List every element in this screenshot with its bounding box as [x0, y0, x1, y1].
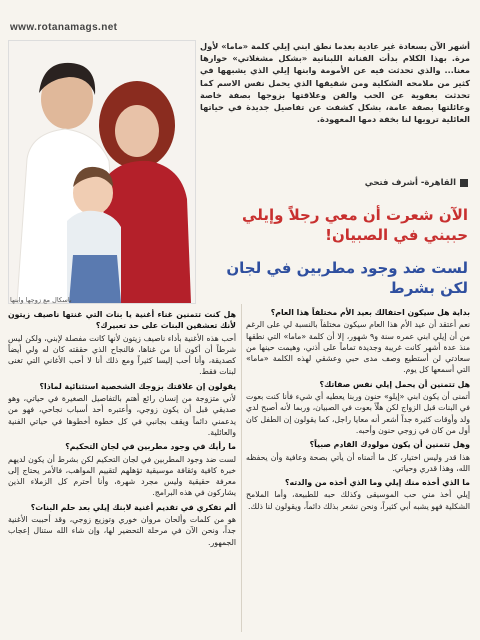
answer: أحب هذه الأغنية بأداء ناصيف زيتون لأنها كانت مفصلة لإبني، ولكن ليس شرطاً أن أكون أنا من غناها، فالنجاح الذي حققته كان له ولي أيضاً كصديقة، وأنا أحب إليسا كثيراً ومع ذلك أنا لا أحب الأغاني التي تغنى لبنات فقط. [8, 333, 236, 377]
answer: لست ضد وجود المطربين في لجان التحكيم لكن بشرط أن يكون لديهم خبرة كافية وثقافة موسيقية تؤهلهم لتقييم المواهب، فالأمر يحتاج إلى معرفة حقيقية وليس مجرد شهرة، وأنا أحترم كل الزملاء الذين يشاركون في هذه البرامج. [8, 454, 236, 498]
answer: لأني متزوجة من إنسان رائع أهتم بالتفاصيل الصغيرة في حياتي، وهو صديقي قبل أن يكون زوجي، وأعتبره أحد أسباب نجاحي، فهو من يدعمني دائماً ويقف بجانبي في كل خطوة أخطوها في حياتي الفنية والعائلية. [8, 394, 236, 437]
answer: نعم أعتقد أن عيد الأم هذا العام سيكون مختلفاً بالنسبة لي على الرغم من أن إيلي ابني عمره سنة و٩ شهور، إلا أن كلمة «ماما» التي نطقها منذ عدة أشهر كانت غريبة وجديدة تماماً على أذني، وهيمت حينها من سعادتي لن أستطيع وصف مدى حبي وعشقي لهذه الكلمة «ماما» التي أسمعها كل يوم. [246, 320, 470, 375]
answer: إيلي أخذ مني حب الموسيقى وكذلك حبه للطبيعة، وأما الملامح الشكلية فهو يشبه أبي كثيراً، ونحن نشعر بذلك دائماً، ويقولون لنا ذلك. [246, 490, 470, 511]
question: هل كنت تتمنين غناء أغنية يا بنات التي غنتها ناصيف زيتون لأنك تعشقين البنات على حد تعبيرك؟ [8, 310, 236, 331]
qa-block [8, 309, 236, 378]
answer: هذا قدر وليس اختيار، كل ما أتمناه أن يأتي بصحة وعافية وأن يحفظه الله، وهذا قدري وحياتي. [246, 452, 470, 473]
family-photo [8, 40, 196, 304]
qa-block [8, 381, 236, 438]
qa-block [246, 439, 470, 474]
photo-caption: باسكال مع زوجها وابنها [10, 296, 72, 304]
question: ما رأيك في وجود مطربين في لجان التحكيم؟ [65, 442, 236, 452]
qa-block [246, 477, 470, 512]
left-column [8, 306, 236, 634]
question: ما الذي أخذه منك إيلي وما الذي أخذه من والدته؟ [285, 478, 470, 488]
site-url: www.rotanamags.net [10, 22, 118, 33]
column-divider [241, 304, 242, 632]
headline-primary: الآن شعرت أن معي رجلاً وإيلي حببني في الصبيان! [242, 206, 468, 244]
question: بداية هل سيكون احتفالك بعيد الأم مختلفاً هذا العام؟ [270, 308, 470, 317]
right-column [246, 304, 470, 634]
byline [268, 178, 468, 188]
intro-paragraph: أشهر الآن بسعادة غير عادية بعدما نطق ابني إيلي كلمة «ماما» لأول مرة. بهذا الكلام بدأت الفنانة اللبنانية «بشكل مشغلاتي» حوارها معنا... والذي تحدثت فيه عن الأمومة وابنها إيلي الذي يشبهها في كثير من ملامحه الشكلية ومن شقيقها الذي يحمل نفس الاسم كما تحدثت بعفوية عن الحب والفن وعلاقتها بزوجها بصفة خاصة وعائلتها بصفة عامة، بشكل كشفت عن تفاصيل جديدة في حياتها العائلية ترويها لنا بخفة دمها المعهودة. [200, 41, 470, 125]
qa-block [246, 307, 470, 376]
byline-text: القاهرة- أشرف فتحي [364, 178, 456, 188]
qa-block [8, 441, 236, 498]
family-photo-illustration [9, 41, 195, 303]
question: هل تتمنين أن يحمل إيلي نفس صفاتك؟ [319, 379, 470, 389]
qa-block [246, 379, 470, 436]
answer: أتمنى أن يكون ابني «إيلو» حنون وربنا يعطيه أي شيء فأنا كنت بعوت في البنات قبل الزواج لكن هلّأ بعوت في الصبيان، وربما لأنه أصبح لدي ولد وأوقات كثيرة جداً أشعر أنه معايا راجل، كما يقولون إن الطفل كان أول من كان في زوجي حنون وأحبه. [246, 392, 470, 435]
qa-block [8, 502, 236, 548]
question: وهل تتمنين أن يكون مولودك القادم صبياً؟ [309, 440, 470, 450]
question: يقولون إن علاقتك بزوجك الشخصية استثنائية لماذا؟ [39, 381, 236, 391]
headline-secondary: لست ضد وجود مطربين في لجان لكن بشرط [226, 259, 468, 297]
answer: هو من كلمات وألحان مروان خوري وتوزيع زوجي، وقد أحببت الأغنية جداً، ونحن الآن في مرحلة التحضير لها، وإن شاء الله ستنال إعجاب الجمهور. [8, 515, 236, 547]
square-bullet-icon [460, 179, 468, 187]
question: ألم تفكري في تقديم أغنية لابنك إيلي بعد حلم البنات؟ [30, 502, 236, 512]
